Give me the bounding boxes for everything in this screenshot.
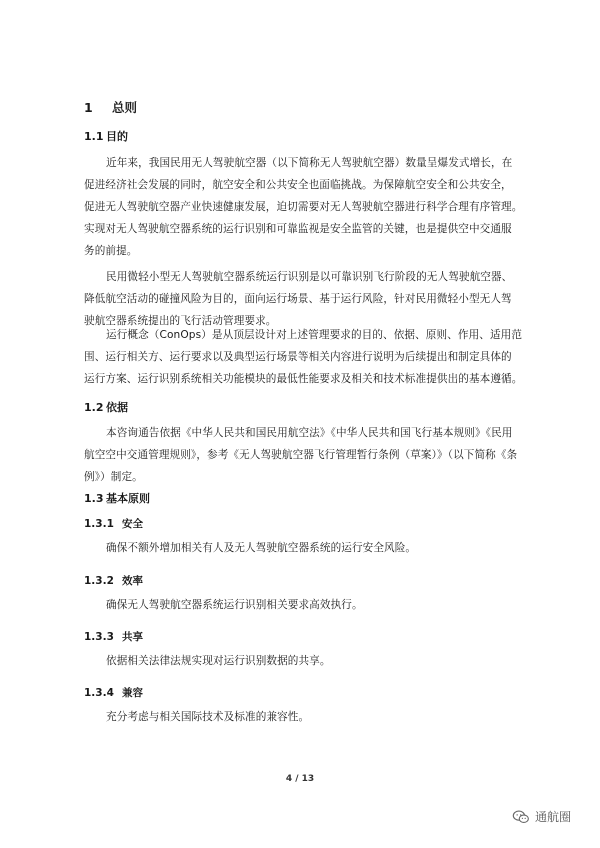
paragraph xyxy=(84,324,524,390)
subsubsection-heading xyxy=(84,573,143,588)
subsection-number: 1.2 xyxy=(84,401,104,414)
subsubsection-heading xyxy=(84,685,143,700)
section-heading xyxy=(84,98,137,116)
subsection-heading xyxy=(84,490,150,506)
text-line: 近年来，我国民用无人驾驶航空器（以下简称无人驾驶航空器）数量呈爆发式增长，在 xyxy=(106,157,513,169)
subsection-title: 目的 xyxy=(106,130,128,143)
subsubsection-number: 1.3.4 xyxy=(84,687,114,699)
text-line: 依据相关法律法规实现对运行识别数据的共享。 xyxy=(106,655,331,667)
text-line: 航空空中交通管理规则》，参考《无人驾驶航空器飞行管理暂行条例（草案）》（以下简称《条 xyxy=(84,449,518,461)
section-title: 总则 xyxy=(112,100,138,115)
text-line: 运行方案、运行识别系统相关功能模块的最低性能要求及相关和技术标准提供出的基本遵循。 xyxy=(84,373,523,385)
wechat-icon xyxy=(512,810,530,824)
watermark xyxy=(512,808,571,825)
section-number: 1 xyxy=(84,100,93,115)
subsubsection-title: 兼容 xyxy=(122,687,143,699)
watermark-text: 通航圈 xyxy=(535,810,572,824)
subsection-title: 依据 xyxy=(106,401,128,414)
text-line: 驶航空器系统提出的飞行活动管理要求。 xyxy=(84,315,277,327)
paragraph xyxy=(84,152,524,262)
subsection-heading xyxy=(84,399,128,415)
subsubsection-heading xyxy=(84,629,143,644)
text-line: 本咨询通告依据《中华人民共和国民用航空法》《中华人民共和国飞行基本规则》《民用 xyxy=(106,427,513,439)
text-line: 确保不额外增加相关有人及无人驾驶航空器系统的运行安全风险。 xyxy=(106,542,417,554)
subsection-number: 1.1 xyxy=(84,130,104,143)
paragraph xyxy=(84,266,524,332)
paragraph xyxy=(84,594,524,616)
subsubsection-number: 1.3.1 xyxy=(84,518,114,530)
text-line: 确保无人驾驶航空器系统运行识别相关要求高效执行。 xyxy=(106,599,363,611)
text-line: 务的前提。 xyxy=(84,245,138,257)
text-line: 运行概念（ConOps）是从顶层设计对上述管理要求的目的、依据、原则、作用、适用范 xyxy=(106,329,523,341)
subsubsection-number: 1.3.3 xyxy=(84,631,114,643)
page-number: 4 / 13 xyxy=(285,774,315,784)
text-line: 例》）制定。 xyxy=(84,471,143,483)
subsubsection-heading xyxy=(84,516,143,531)
subsubsection-title: 安全 xyxy=(122,518,143,530)
text-line: 民用微轻小型无人驾驶航空器系统运行识别是以可靠识别飞行阶段的无人驾驶航空器、 xyxy=(106,271,513,283)
text-line: 降低航空活动的碰撞风险为目的，面向运行场景、基于运行风险，针对民用微轻小型无人驾 xyxy=(84,293,512,305)
subsection-heading xyxy=(84,128,128,144)
text-line: 实现对无人驾驶航空器系统的运行识别和可靠监视是安全监管的关键，也是提供空中交通服 xyxy=(84,223,512,235)
subsubsection-number: 1.3.2 xyxy=(84,575,114,587)
paragraph xyxy=(84,422,524,488)
text-line: 促进无人驾驶航空器产业快速健康发展，迫切需要对无人驾驶航空器进行科学合理有序管理。 xyxy=(84,201,523,213)
text-line: 围、运行相关方、运行要求以及典型运行场景等相关内容进行说明为后续提出和制定具体的 xyxy=(84,351,512,363)
subsection-title: 基本原则 xyxy=(106,492,150,505)
paragraph xyxy=(84,650,524,672)
subsubsection-title: 效率 xyxy=(122,575,143,587)
subsection-number: 1.3 xyxy=(84,492,104,505)
paragraph xyxy=(84,706,524,728)
subsubsection-title: 共享 xyxy=(122,631,143,643)
paragraph xyxy=(84,537,524,559)
text-line: 促进经济社会发展的同时，航空安全和公共安全也面临挑战。为保障航空安全和公共安全， xyxy=(84,179,512,191)
text-line: 充分考虑与相关国际技术及标准的兼容性。 xyxy=(106,711,310,723)
